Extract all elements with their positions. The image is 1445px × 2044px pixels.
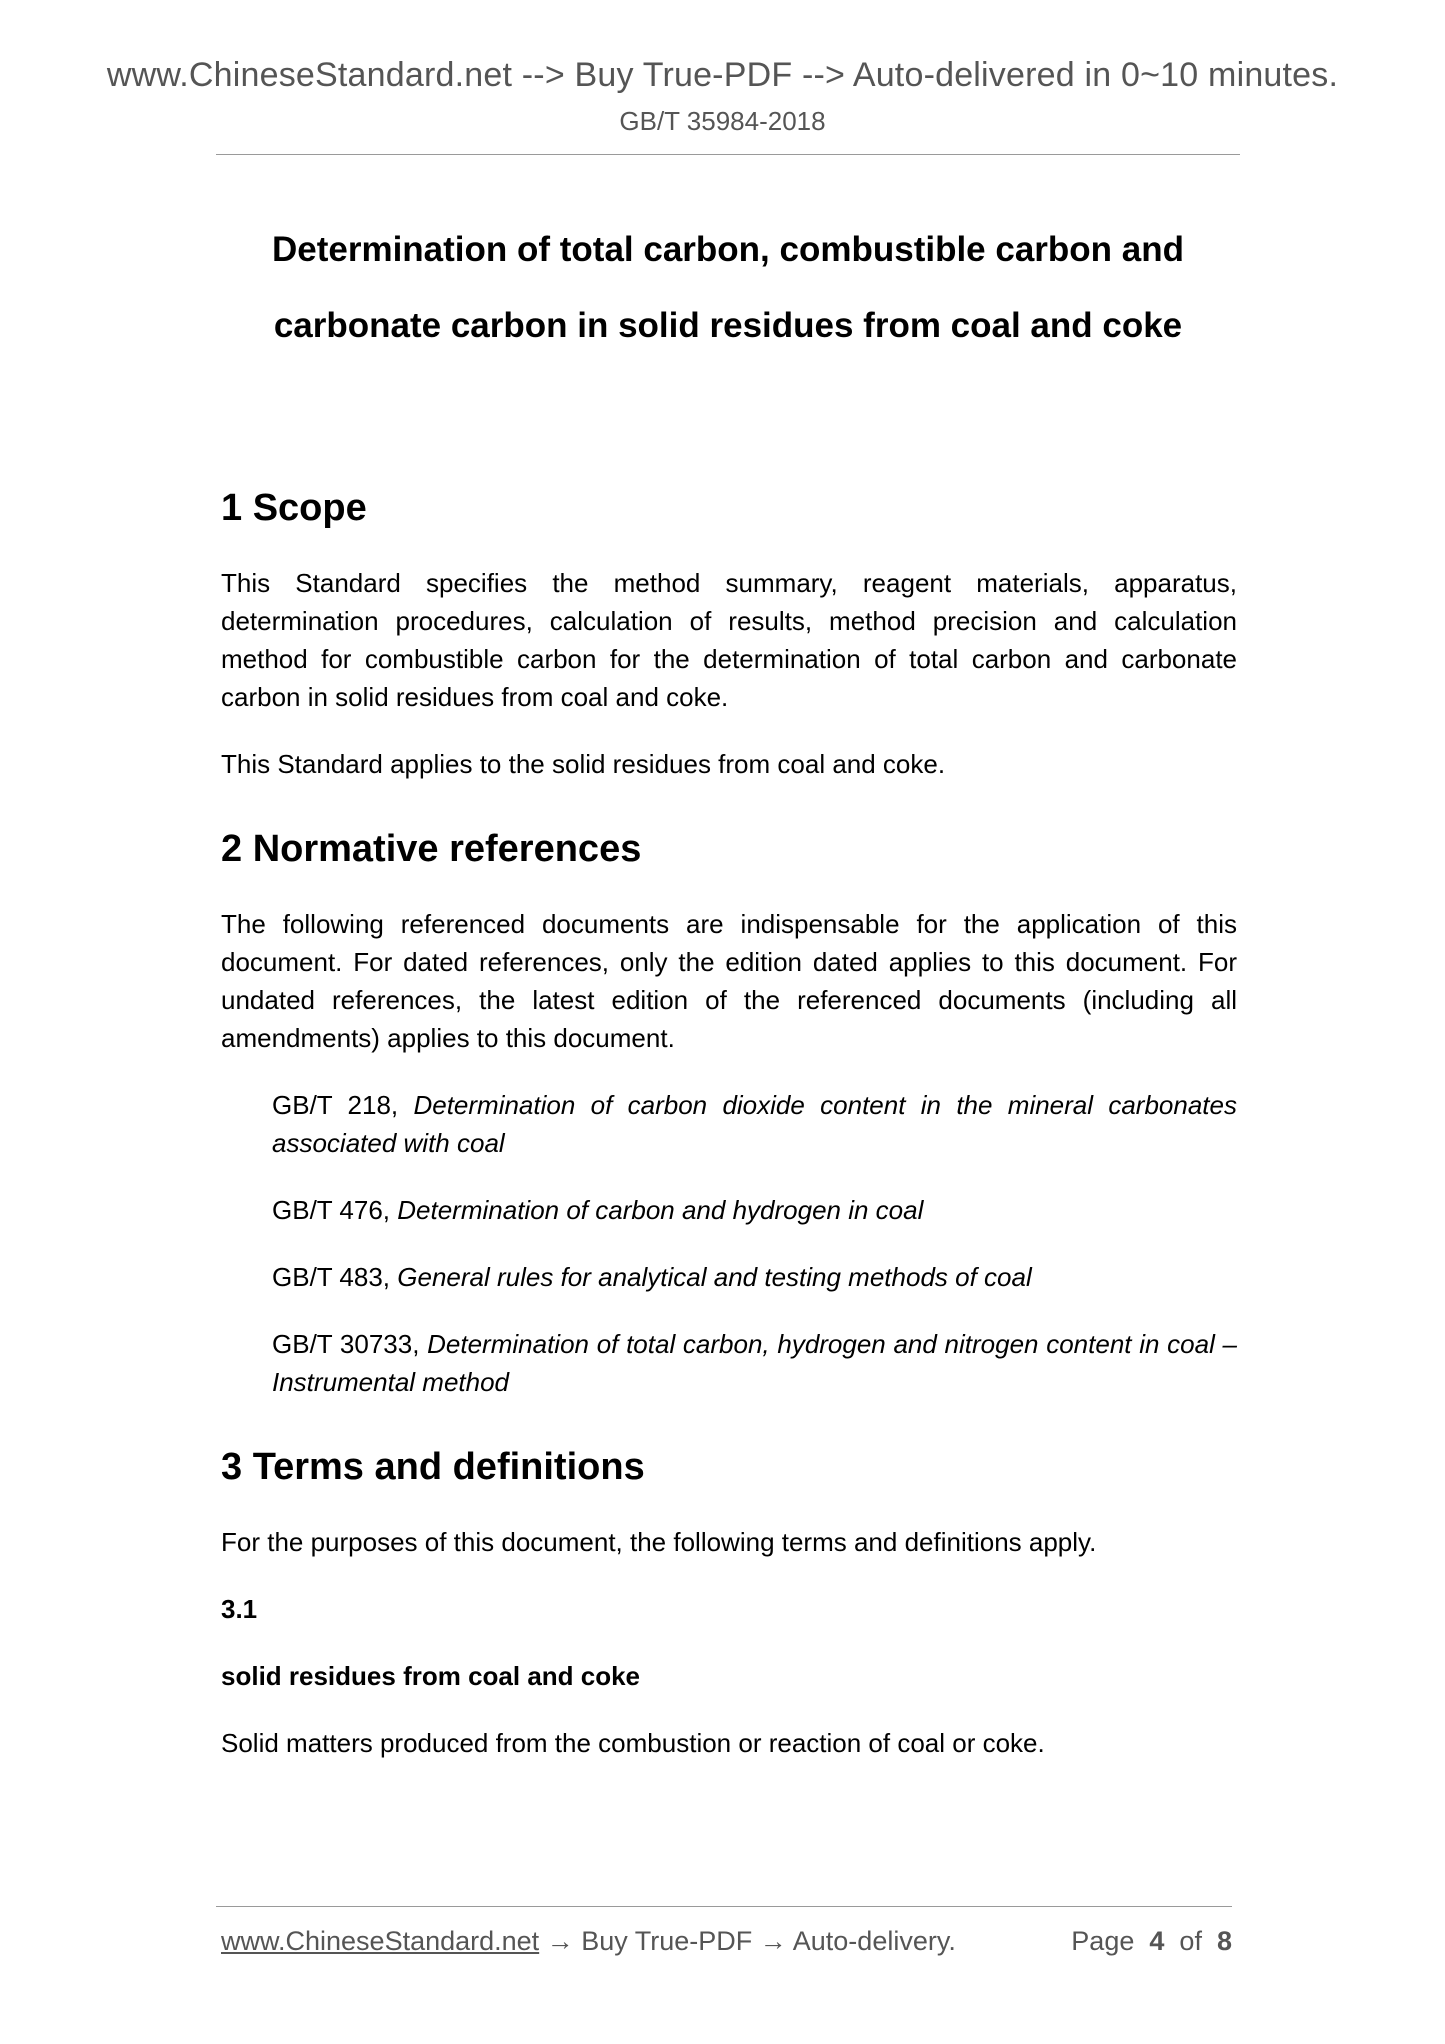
reference-title: Determination of total carbon, hydrogen and nitrogen content in coal – Instrumental method (272, 1329, 1238, 1397)
footer-delivery-text: Auto-delivery. (792, 1926, 956, 1956)
reference-code: GB/T 218, (272, 1090, 414, 1120)
page-footer (221, 1926, 1232, 1966)
reference-title: Determination of carbon dioxide content in the mineral carbonates associated with coal (272, 1090, 1237, 1158)
top-banner: www.ChineseStandard.net --> Buy True-PDF --> Auto-delivered in 0~10 minutes. (106, 56, 1339, 94)
arrow-right-icon: → (752, 1926, 793, 1956)
footer-buy-text: Buy True-PDF (581, 1926, 753, 1956)
term-name: solid residues from coal and coke (221, 1661, 641, 1691)
document-body (221, 480, 1237, 1762)
reference-item (272, 1191, 1237, 1229)
section-2-heading: 2 Normative references (221, 828, 642, 870)
section-1-heading: 1 Scope (221, 487, 367, 529)
page-indicator (1071, 1926, 1232, 1957)
footer-site-link[interactable]: www.ChineseStandard.net (221, 1926, 540, 1956)
footer-promo (221, 1926, 956, 1957)
scope-paragraph-1: This Standard specifies the method summary, reagent materials, apparatus, determination procedures, calculation of results, method precision and calculation method for combustible carbon for the determination of total carbon and carbonate carbon in solid residues from coal and coke. (221, 568, 1237, 712)
term-number: 3.1 (221, 1594, 258, 1624)
footer-divider (216, 1906, 1232, 1907)
reference-item (272, 1086, 1237, 1162)
standard-code: GB/T 35984-2018 (619, 106, 826, 136)
document-title (216, 212, 1240, 364)
normative-intro: The following referenced documents are indispensable for the application of this document. For dated references, only the edition dated applies to this document. For undated references, the latest edition of the referenced documents (including all amendments) applies to this document. (221, 909, 1237, 1053)
reference-code: GB/T 476, (272, 1195, 398, 1225)
reference-title: Determination of carbon and hydrogen in coal (397, 1195, 924, 1225)
reference-title: General rules for analytical and testing methods of coal (397, 1262, 1032, 1292)
scope-paragraph-2: This Standard applies to the solid residues from coal and coke. (221, 749, 946, 779)
term-definition: Solid matters produced from the combustion or reaction of coal or coke. (221, 1728, 1045, 1758)
arrow-right-icon: → (539, 1926, 582, 1956)
title-line-1: Determination of total carbon, combustible carbon and (271, 230, 1185, 269)
page-total: 8 (1216, 1926, 1232, 1956)
page-current: 4 (1149, 1926, 1165, 1956)
terms-intro: For the purposes of this document, the following terms and definitions apply. (221, 1527, 1097, 1557)
reference-item (272, 1325, 1237, 1401)
section-3-heading: 3 Terms and definitions (221, 1446, 645, 1488)
header-divider (216, 154, 1240, 155)
page-label: Page (1071, 1926, 1135, 1956)
title-line-2: carbonate carbon in solid residues from coal and coke (273, 306, 1183, 345)
reference-item (272, 1258, 1237, 1296)
reference-code: GB/T 30733, (272, 1329, 428, 1359)
reference-code: GB/T 483, (272, 1262, 398, 1292)
page-of: of (1179, 1926, 1202, 1956)
